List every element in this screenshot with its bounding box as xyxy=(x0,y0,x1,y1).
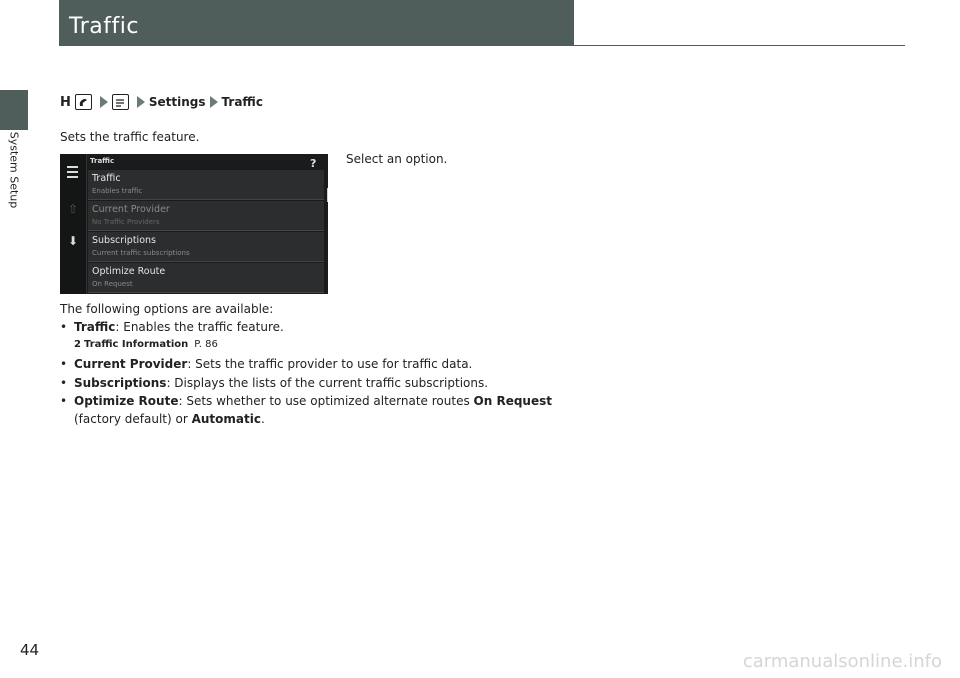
screen-option-optimize-route[interactable] xyxy=(88,263,324,293)
intro-text: Sets the traffic feature. xyxy=(60,130,200,144)
option-sub: No Traffic Providers xyxy=(92,218,160,226)
option-desc: : Sets the traffic provider to use for traffic data. xyxy=(187,357,473,371)
option-title: Optimize Route xyxy=(92,266,166,277)
breadcrumb-settings: Settings xyxy=(148,95,206,109)
watermark: carmanualsonline.info xyxy=(742,651,942,672)
option-term: Optimize Route xyxy=(74,394,179,408)
select-instruction: Select an option. xyxy=(346,152,448,166)
option-term: Subscriptions xyxy=(74,376,167,390)
breadcrumb-arrow-icon xyxy=(210,96,218,108)
cross-reference[interactable] xyxy=(74,339,218,350)
bullet-dot-icon: • xyxy=(60,357,68,371)
device-screen xyxy=(60,154,328,294)
page-title: Traffic xyxy=(69,14,139,39)
home-icon xyxy=(75,94,92,110)
section-tab xyxy=(0,90,28,130)
section-label: System Setup xyxy=(7,131,21,209)
bullet-dot-icon: • xyxy=(60,376,68,390)
continuation-end: . xyxy=(260,412,265,426)
help-icon[interactable]: ? xyxy=(310,157,317,170)
option-bullet-current-provider xyxy=(60,357,472,371)
breadcrumb xyxy=(60,93,263,111)
reference-label: Traffic Information xyxy=(83,339,189,350)
option-bullet-optimize-route xyxy=(60,394,552,408)
options-intro: The following options are available: xyxy=(60,302,274,316)
option-value-on-request: On Request xyxy=(473,394,552,408)
screen-option-traffic[interactable] xyxy=(88,170,324,200)
breadcrumb-traffic: Traffic xyxy=(221,95,263,109)
option-value-automatic: Automatic xyxy=(191,412,261,426)
option-term: Current Provider xyxy=(74,357,188,371)
continuation-text: (factory default) or xyxy=(74,412,192,426)
reference-icon: 2 xyxy=(74,339,81,350)
screen-option-subscriptions[interactable] xyxy=(88,232,324,262)
option-desc: : Displays the lists of the current traffic subscriptions. xyxy=(166,376,489,390)
bullet-dot-icon: • xyxy=(60,320,68,334)
settings-icon xyxy=(112,94,129,110)
bullet-dot-icon: • xyxy=(60,394,68,408)
page-number: 44 xyxy=(20,641,40,659)
option-title: Current Provider xyxy=(92,204,170,215)
option-bullet-subscriptions xyxy=(60,376,488,390)
option-term: Traffic xyxy=(74,320,116,334)
breadcrumb-arrow-icon xyxy=(100,96,108,108)
option-sub: Current traffic subscriptions xyxy=(92,249,190,257)
option-bullet-traffic xyxy=(60,320,284,334)
arrow-up-icon[interactable]: ⇧ xyxy=(68,202,79,216)
option-title: Subscriptions xyxy=(92,235,156,246)
option-desc: : Enables the traffic feature. xyxy=(115,320,284,334)
screen-sidebar xyxy=(60,154,87,294)
breadcrumb-arrow-icon xyxy=(137,96,145,108)
check-icon xyxy=(326,185,328,207)
option-sub: Enables traffic xyxy=(92,187,143,195)
screen-header: Traffic xyxy=(90,157,115,165)
option-desc: : Sets whether to use optimized alternate routes xyxy=(178,394,474,408)
menu-icon[interactable] xyxy=(67,166,78,181)
arrow-down-icon[interactable]: ⬇ xyxy=(68,234,79,248)
breadcrumb-h: H xyxy=(60,94,71,110)
reference-page: P. 86 xyxy=(194,339,218,350)
screen-option-current-provider[interactable] xyxy=(88,201,324,231)
title-rule xyxy=(574,45,905,46)
title-bar xyxy=(59,0,574,46)
option-title: Traffic xyxy=(92,173,121,184)
option-continuation xyxy=(74,412,265,426)
option-sub: On Request xyxy=(92,280,133,288)
